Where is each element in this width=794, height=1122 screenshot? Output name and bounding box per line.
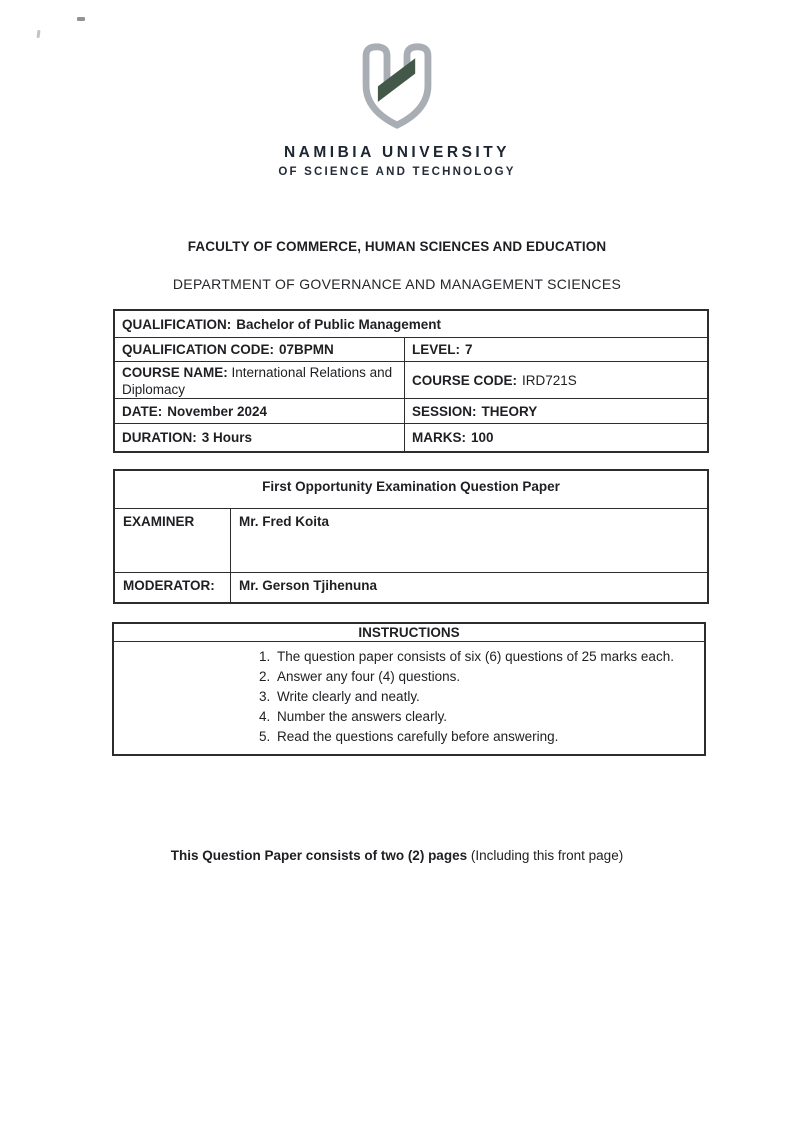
instruction-item: 3. Write clearly and neatly. <box>274 687 692 707</box>
course-code-cell <box>404 361 707 398</box>
qualification-cell <box>115 311 707 337</box>
date-cell <box>115 398 404 423</box>
course-name-text <box>122 364 397 398</box>
exam-title-table <box>113 469 709 604</box>
instruction-item: 2. Answer any four (4) questions. <box>274 667 692 687</box>
duration-value: 3 Hours <box>201 430 253 445</box>
qualification-value: Bachelor of Public Management <box>236 316 442 332</box>
instruction-item: 5. Read the questions carefully before answering. <box>274 727 692 747</box>
session-value: THEORY <box>481 403 538 419</box>
duration-label: DURATION: <box>122 430 197 445</box>
page-count-note-bold: This Question Paper consists of two (2) pages <box>170 848 468 863</box>
faculty-heading: FACULTY OF COMMERCE, HUMAN SCIENCES AND EDUCATION <box>187 239 607 254</box>
university-masthead <box>0 40 794 178</box>
nust-shield-logo-icon <box>351 40 443 131</box>
level-label: LEVEL: <box>412 342 461 357</box>
instructions-title: INSTRUCTIONS <box>114 624 704 642</box>
exam-paper-title: First Opportunity Examination Question Paper <box>262 479 560 494</box>
qualification-code-cell <box>115 337 404 361</box>
qualification-code-label: QUALIFICATION CODE: <box>122 342 274 357</box>
qualification-label: QUALIFICATION: <box>122 316 232 332</box>
qualification-code-value: 07BPMN <box>279 342 334 357</box>
course-name-cell <box>115 361 404 398</box>
page-count-note <box>0 848 794 863</box>
duration-cell <box>115 423 404 451</box>
date-label: DATE: <box>122 403 163 419</box>
examiner-label-cell: EXAMINER <box>115 508 230 572</box>
date-value: November 2024 <box>167 403 268 419</box>
course-code-label: COURSE CODE: <box>412 372 518 388</box>
scan-speck <box>36 30 40 38</box>
page-count-note-regular: (Including this front page) <box>470 848 624 863</box>
marks-value: 100 <box>471 430 494 445</box>
university-tagline: OF SCIENCE AND TECHNOLOGY <box>278 166 516 178</box>
course-name-value: International Relations and Diplomacy <box>122 364 393 397</box>
course-code-value: IRD721S <box>522 372 577 388</box>
marks-cell <box>404 423 707 451</box>
instructions-list <box>114 647 704 747</box>
level-value: 7 <box>465 342 473 357</box>
examiner-value-cell: Mr. Fred Koita <box>230 508 707 572</box>
session-cell <box>404 398 707 423</box>
moderator-label-cell: MODERATOR: <box>115 572 230 602</box>
course-name-label: COURSE NAME: <box>122 364 228 380</box>
instructions-panel <box>112 622 706 756</box>
instruction-item: 4. Number the answers clearly. <box>274 707 692 727</box>
marks-label: MARKS: <box>412 430 466 445</box>
department-heading: DEPARTMENT OF GOVERNANCE AND MANAGEMENT SCIENCES <box>172 276 622 292</box>
scan-speck <box>77 17 85 21</box>
university-name: NAMIBIA UNIVERSITY <box>283 144 511 161</box>
course-info-table <box>113 309 709 453</box>
moderator-value-cell: Mr. Gerson Tjihenuna <box>230 572 707 602</box>
session-label: SESSION: <box>412 403 477 419</box>
instruction-item: 1. The question paper consists of six (6) questions of 25 marks each. <box>274 647 692 667</box>
level-cell <box>404 337 707 361</box>
